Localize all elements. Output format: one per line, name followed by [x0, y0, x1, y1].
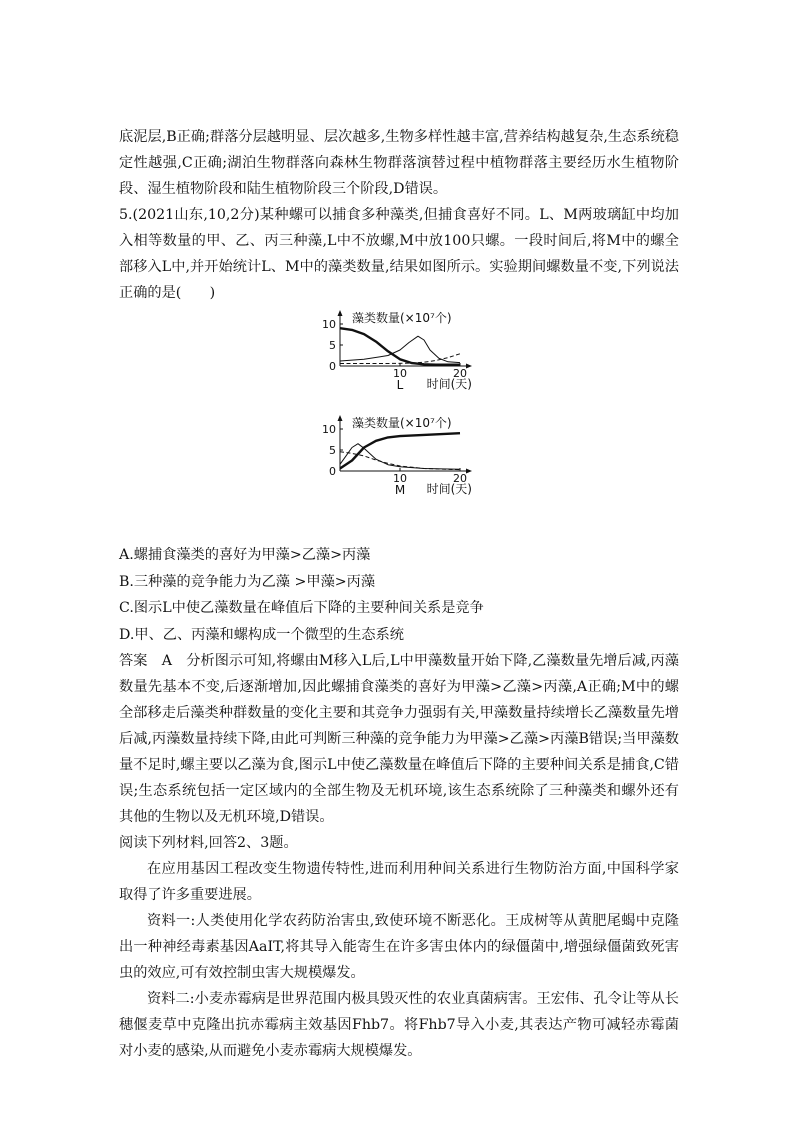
panel-M-y-arrow [338, 415, 343, 421]
panel-M-x-label: 时间(天) [426, 482, 472, 496]
option-b: B.三种藻的竞争能力为乙藻 >甲藻>丙藻 [119, 573, 376, 590]
panel-M-panel-label: M [394, 483, 406, 497]
panel-L-panel-label: L [396, 378, 404, 392]
panel-M-y-tick-label: 10 [322, 423, 336, 436]
answer-explanation: 分析图示可知,将螺由M移入L后,L中甲藻数量开始下降,乙藻数量先增后减,丙藻数量先基本不变,后逐渐增加,因此螺捕食藻类的喜好为甲藻>乙藻>丙藻,A正确;M中的螺全部移走后藻类种群数量的变化主要和其竞争力强弱有关,甲藻数量持续增长乙藻数量先增后减,丙藻数量持续下降,由此可判断三种藻的竞争能力为甲藻>乙藻>丙藻B错误;当甲藻数量不足时,螺主要以乙藻为食,图示L中使乙藻数量在峰值后下降的主要种间关系是捕食,C错误;生态系统包括一定区域内的全部生物及无机环境,该生态系统除了三种藻类和螺外还有其他的生物以及无机环境,D错误。 [119, 653, 679, 825]
panel-L-title: 藻类数量(×10⁷个) [352, 311, 452, 325]
panel-L-y-tick-label: 10 [322, 318, 336, 331]
panel-M-x-tick-label: 10 [393, 472, 407, 485]
panel-L-y-arrow [338, 310, 343, 316]
document-page [119, 124, 679, 1064]
reading-intro: 阅读下列材料,回答2、3题。 [119, 835, 298, 851]
answer-paragraph [119, 648, 679, 830]
option-d: D.甲、乙、丙藻和螺构成一个微型的生态系统 [119, 626, 404, 643]
panel-M-series-甲藻 [340, 433, 460, 468]
option-a: A.螺捕食藻类的喜好为甲藻>乙藻>丙藻 [119, 547, 371, 563]
algae-charts [314, 308, 489, 536]
panel-M-title: 藻类数量(×10⁷个) [352, 416, 452, 430]
panel-L-y-tick-label: 0 [329, 360, 336, 373]
panel-L-y-tick-label: 5 [329, 339, 336, 352]
option-c: C.图示L中使乙藻数量在峰值后下降的主要种间关系是竞争 [119, 600, 484, 616]
answer-label: 答案 [119, 653, 148, 669]
panel-M-series-乙藻 [340, 444, 460, 470]
panel-M-y-tick-label: 0 [329, 465, 336, 478]
question-5: 5.(2021山东,10,2分)某种螺可以捕食多种藻类,但捕食喜好不同。L、M两玻璃缸中均加入相等数量的甲、乙、丙三种藻,L中不放螺,M中放100只螺。一段时间后,将M中的螺全部移入L中,并开始统计L、M中的藻类数量,结果如图所示。实验期间螺数量不变,下列说法正确的是( ) [119, 207, 679, 301]
panel-M-y-tick-label: 5 [329, 444, 336, 457]
material-one: 资料一:人类使用化学农药防治害虫,致使环境不断恶化。王成树等从黄肥尾蝎中克隆出一种神经毒素基因AaIT,将其导入能寄生在许多害虫体内的绿僵菌中,增强绿僵菌致死害虫的效应,可有效控制虫害大规模爆发。 [119, 913, 679, 981]
reading-paragraph-1: 在应用基因工程改变生物遗传特性,进而利用种间关系进行生物防治方面,中国科学家取得了许多重要进展。 [119, 861, 679, 903]
previous-answer-paragraph: 底泥层,B正确;群落分层越明显、层次越多,生物多样性越丰富,营养结构越复杂,生态系统稳定性越强,C正确;湖泊生物群落向森林生物群落演替过程中植物群落主要经历水生植物阶段、湿生植物阶段和陆生植物阶段三个阶段,D错误。 [119, 129, 679, 197]
algae-figure [119, 308, 679, 538]
material-two: 资料二:小麦赤霉病是世界范围内极具毁灭性的农业真菌病害。王宏伟、孔令让等从长穗偃麦草中克隆出抗赤霉病主效基因Fhb7。将Fhb7导入小麦,其表达产物可减轻赤霉菌对小麦的感染,从而避免小麦赤霉病大规模爆发。 [119, 991, 679, 1059]
panel-L-x-tick-label: 20 [453, 367, 467, 380]
panel-M-x-tick-label: 20 [453, 472, 467, 485]
panel-L-x-tick-label: 10 [393, 367, 407, 380]
panel-L-x-label: 时间(天) [426, 377, 472, 391]
answer-choice: A [161, 653, 172, 669]
